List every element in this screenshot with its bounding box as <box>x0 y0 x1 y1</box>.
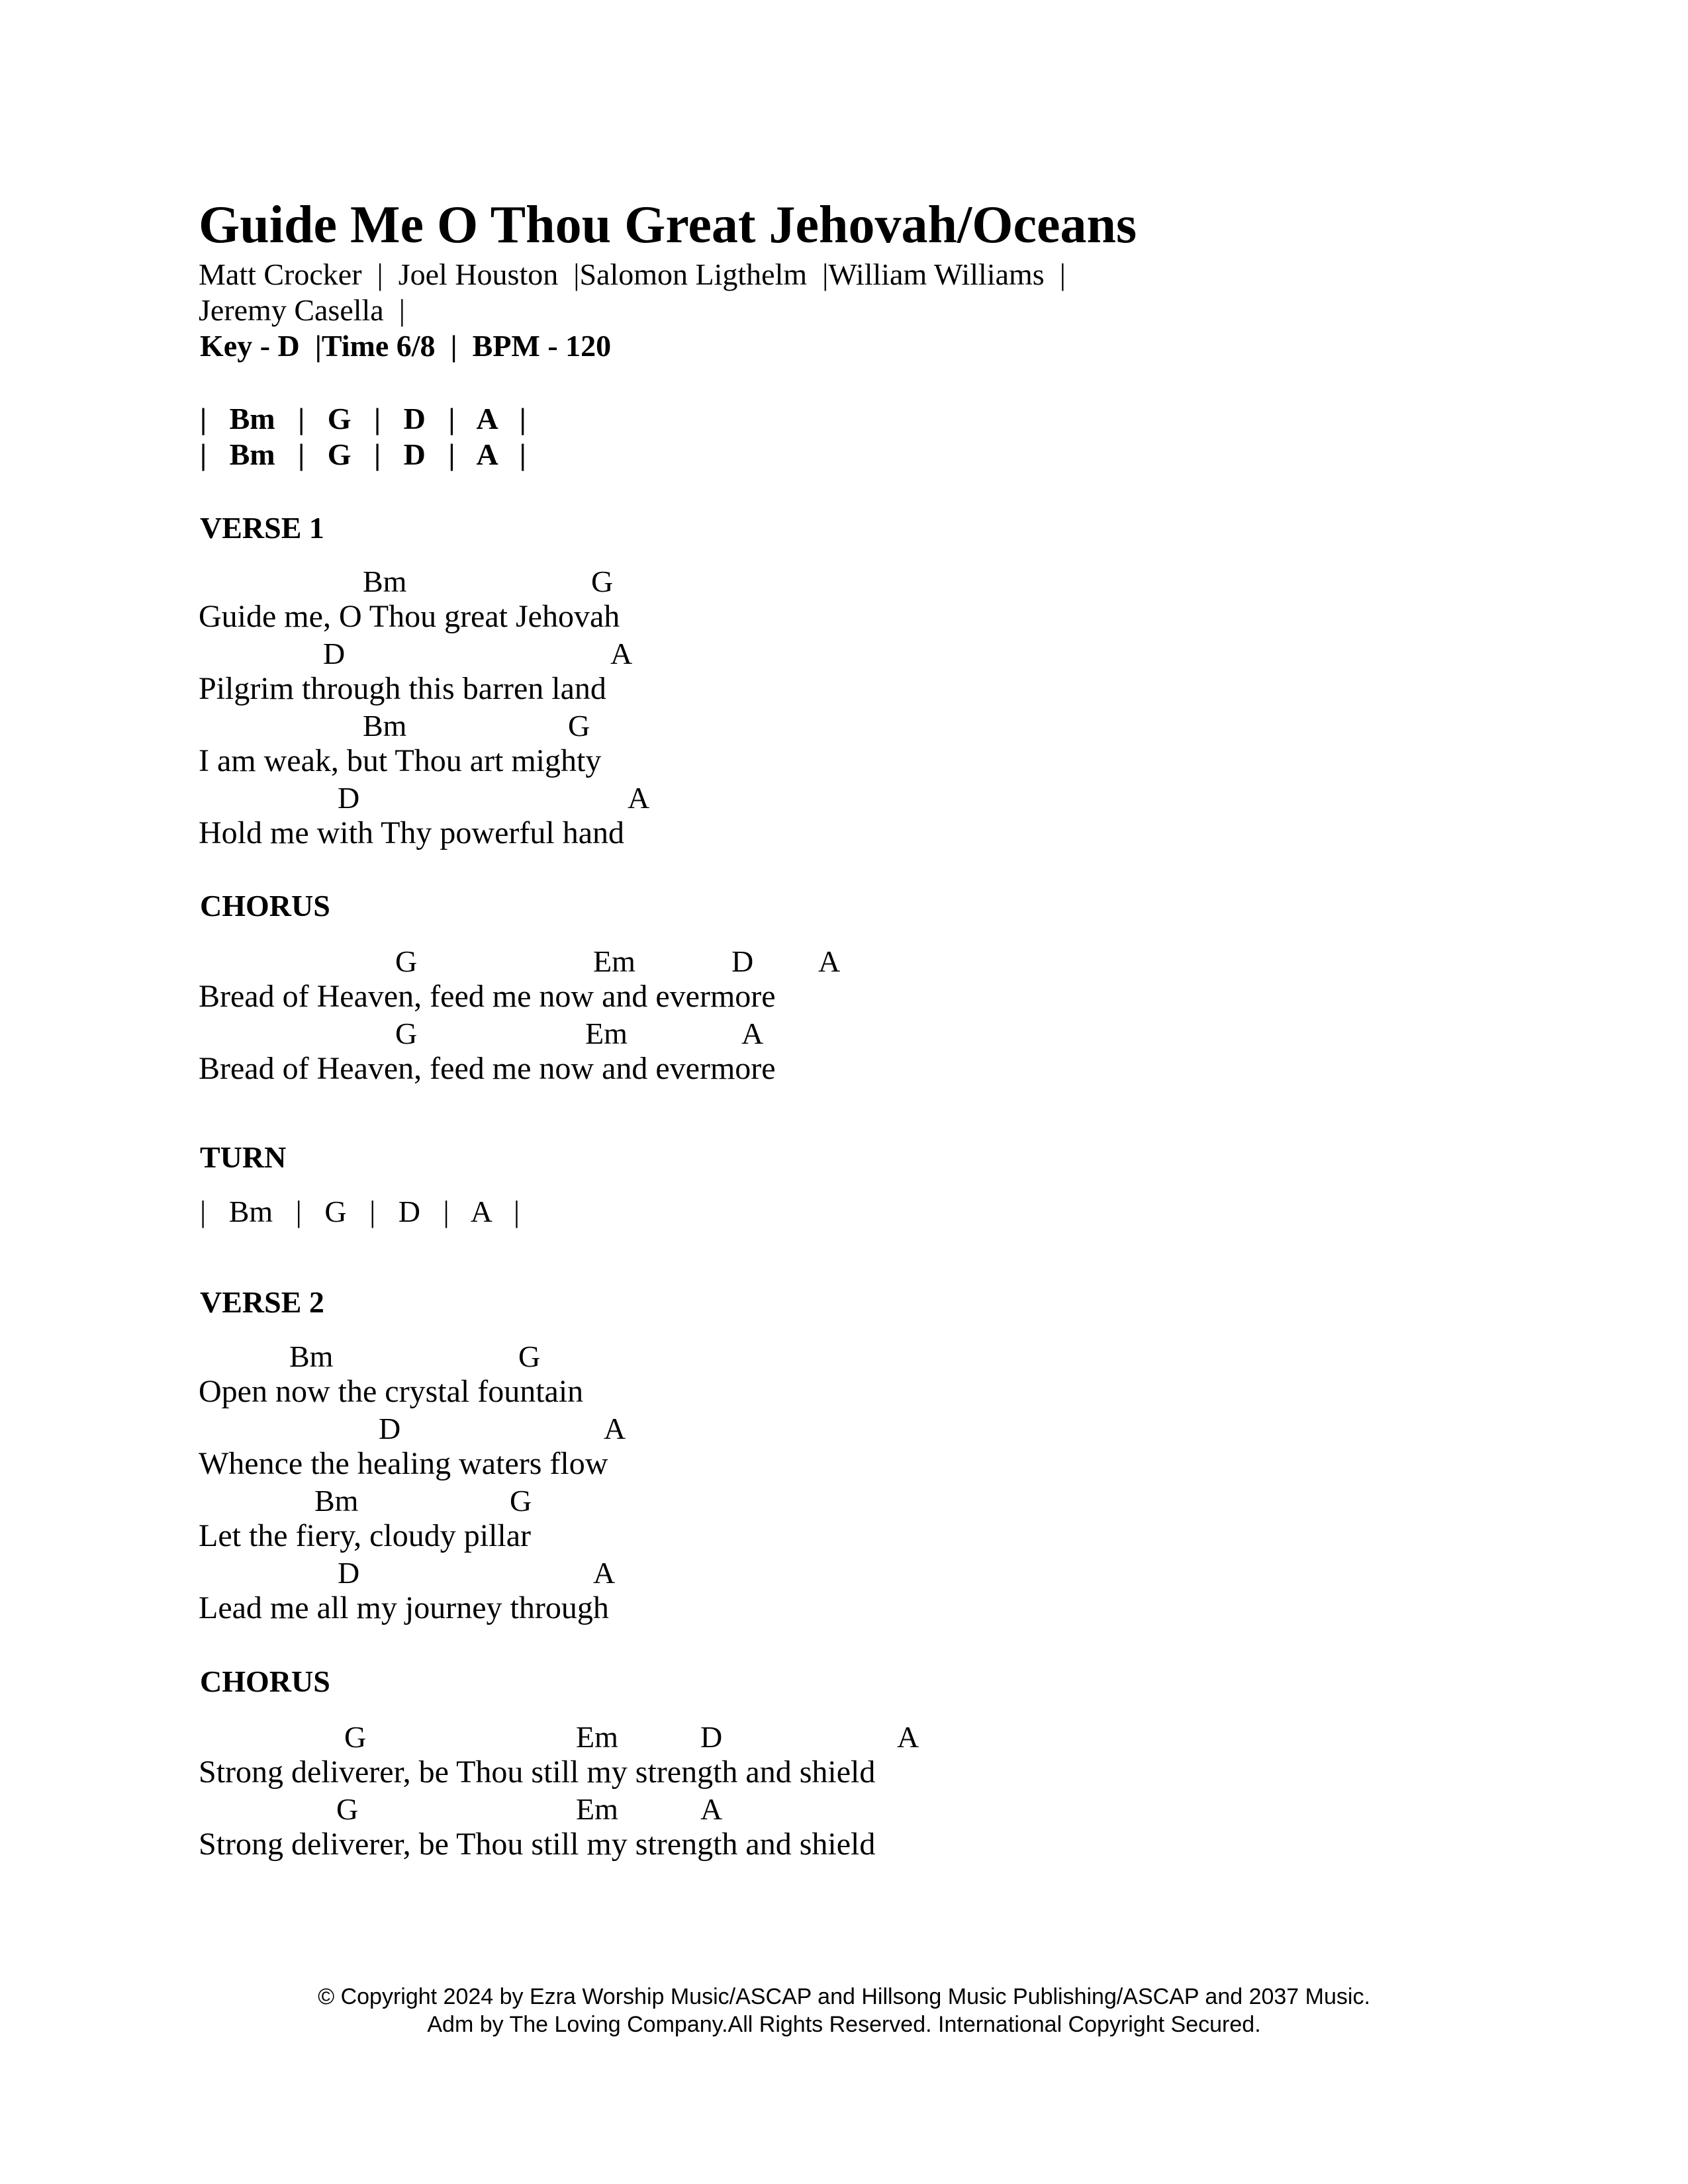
chord: D <box>323 637 346 670</box>
chord: D <box>338 1556 360 1590</box>
chord: D <box>379 1412 401 1445</box>
chord: A <box>604 1412 626 1445</box>
chord: A <box>593 1556 616 1590</box>
chord: Em <box>585 1017 628 1050</box>
lyric-line: Hold me with Thy powerful hand <box>199 815 625 850</box>
chord: G <box>344 1720 367 1754</box>
chord: Em <box>576 1720 618 1754</box>
lyric-line: Pilgrim through this barren land <box>199 671 606 706</box>
lyric-line: Guide me, O Thou great Jehovah <box>199 599 620 634</box>
section-label-chorus-2: CHORUS <box>200 1664 330 1698</box>
copyright-line-2: Adm by The Loving Company.All Rights Reserved. International Copyright Secured. <box>427 2012 1261 2037</box>
chord: G <box>395 1017 418 1050</box>
section-label-verse-1: VERSE 1 <box>200 511 324 545</box>
lyric-line: Let the fiery, cloudy pillar <box>199 1518 532 1553</box>
chord: D <box>700 1720 723 1754</box>
lyric-line: Open now the crystal fountain <box>199 1374 584 1409</box>
lyric-line: Lead me all my journey through <box>199 1590 609 1625</box>
song-credits-line-1: Matt Crocker | Joel Houston |Salomon Ligthelm |William Williams | <box>199 257 1066 291</box>
chord: G <box>568 709 590 743</box>
song-meta: Key - D |Time 6/8 | BPM - 120 <box>200 329 612 363</box>
lyric-line: Bread of Heaven, feed me now and evermore <box>199 979 776 1014</box>
section-label-turn: TURN <box>200 1140 287 1174</box>
lyric-line: Strong deliverer, be Thou still my strength and shield <box>199 1754 876 1790</box>
section-label-chorus-1: CHORUS <box>200 889 330 923</box>
chord: Bm <box>314 1484 359 1518</box>
chord: D <box>731 944 754 978</box>
chord: A <box>741 1017 764 1050</box>
song-title: Guide Me O Thou Great Jehovah/Oceans <box>199 196 1137 254</box>
chord: A <box>700 1792 723 1826</box>
chord: A <box>628 781 650 815</box>
lyric-line: I am weak, but Thou art mighty <box>199 743 602 778</box>
copyright-line-1: © Copyright 2024 by Ezra Worship Music/ASCAP and Hillsong Music Publishing/ASCAP and 2037 Music. <box>318 1984 1370 2009</box>
chord: G <box>591 565 614 598</box>
chord: Bm <box>363 709 407 743</box>
intro-bar-line-1: | Bm | G | D | A | <box>200 402 526 435</box>
chord: A <box>818 944 841 978</box>
chord: G <box>336 1792 359 1826</box>
chord: Bm <box>363 565 407 598</box>
lyric-line: Strong deliverer, be Thou still my strength and shield <box>199 1827 876 1862</box>
intro-bar-line-2: | Bm | G | D | A | <box>200 437 526 471</box>
lyric-line: Bread of Heaven, feed me now and evermore <box>199 1051 776 1086</box>
chord: Em <box>593 944 635 978</box>
chord: A <box>897 1720 919 1754</box>
chord: G <box>510 1484 532 1518</box>
song-credits-line-2: Jeremy Casella | <box>199 293 405 327</box>
chord: Bm <box>289 1340 334 1373</box>
chord: Em <box>576 1792 618 1826</box>
chord: G <box>395 944 418 978</box>
chord: D <box>338 781 360 815</box>
chord: A <box>610 637 633 670</box>
turn-bar-line: | Bm | G | D | A | <box>200 1195 520 1228</box>
chord: G <box>518 1340 541 1373</box>
section-label-verse-2: VERSE 2 <box>200 1285 324 1319</box>
lyric-line: Whence the healing waters flow <box>199 1446 608 1481</box>
